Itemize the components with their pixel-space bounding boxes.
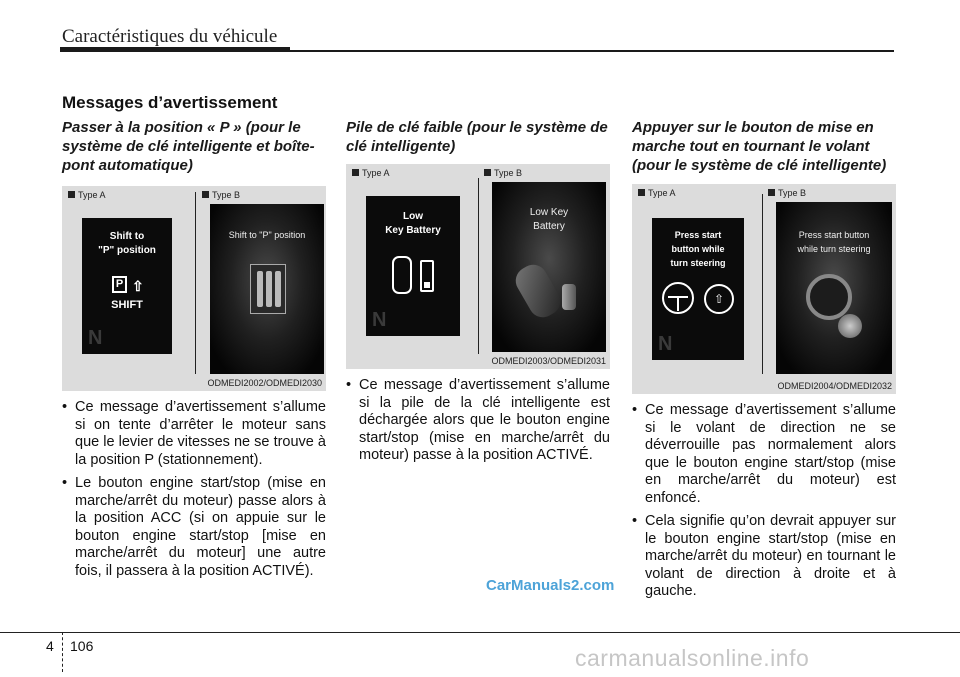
park-indicator-icon: P — [112, 276, 127, 293]
column-press-start-while-turning — [632, 118, 896, 607]
figure-divider — [762, 194, 763, 374]
cluster-display-type-a — [82, 218, 172, 354]
display-line-1: Press start button — [798, 230, 870, 240]
bullet-item: • Le bouton engine start/stop (mise en marche/arrêt du moteur) passe alors à la position ACC (si on appuie sur le bouton engine start/stop [mise en marche/arrêt du moteur] une autre fois, il passera à la position ACTIVÉ). — [62, 475, 326, 580]
square-bullet-icon — [484, 169, 491, 176]
start-button-icon: ⇧ — [704, 284, 734, 314]
watermark-link[interactable]: CarManuals2.com — [486, 577, 615, 594]
square-bullet-icon — [68, 191, 75, 198]
section-title: Messages d’avertissement — [62, 93, 278, 112]
footer-dashed-divider — [62, 632, 63, 672]
figure-label-type-a: Type A — [68, 190, 106, 200]
footer-rule — [0, 632, 960, 633]
cluster-display-type-b — [776, 202, 892, 374]
figure-caption: ODMEDI2004/ODMEDI2032 — [777, 381, 892, 391]
page-number: 106 — [70, 638, 94, 654]
column-shift-to-p — [62, 118, 326, 586]
square-bullet-icon — [638, 189, 645, 196]
footer-site-watermark: carmanualsonline.info — [575, 645, 810, 671]
bullet-item: • Ce message d’avertissement s’allume si la pile de la clé intelligente est déchargée alors que le bouton engine start/stop (mise en marche/arrêt du moteur) passe à la position ACTIVÉ. — [346, 377, 610, 465]
cluster-display-type-a — [366, 196, 460, 336]
header-rule-thick — [60, 47, 290, 52]
cluster-display-type-a — [652, 218, 744, 360]
figure-divider — [478, 178, 479, 354]
bullet-list — [62, 399, 326, 580]
display-line-2: "P" position — [98, 245, 156, 256]
square-bullet-icon — [202, 191, 209, 198]
square-bullet-icon — [768, 189, 775, 196]
square-bullet-icon — [352, 169, 359, 176]
figure-label-type-a: Type A — [352, 168, 390, 178]
display-line-2: Battery — [533, 221, 565, 232]
steering-wheel-icon — [806, 274, 852, 320]
figure-press-start-while-turning — [632, 184, 896, 394]
bullet-item: • Ce message d’avertissement s’allume si on tente d’arrêter le moteur sans que le levier de vitesses ne se trouve à la position P (stationnement). — [62, 399, 326, 469]
subheading: Passer à la position « P » (pour le système de clé intelligente et boîte-pont automatique) — [62, 119, 315, 174]
cluster-display-type-b — [210, 204, 324, 374]
figure-caption: ODMEDI2002/ODMEDI2030 — [207, 378, 322, 388]
display-line-1: Low — [403, 211, 423, 222]
cluster-display-type-b — [492, 182, 606, 352]
column-low-key-battery — [346, 118, 610, 471]
shift-lever-gate-icon — [250, 264, 286, 314]
subheading: Pile de clé faible (pour le système de clé intelligente) — [346, 119, 608, 155]
figure-caption: ODMEDI2003/ODMEDI2031 — [491, 356, 606, 366]
battery-icon — [420, 260, 434, 292]
display-line-2: button while — [671, 244, 725, 254]
display-line-1: Press start — [674, 230, 722, 240]
figure-divider — [195, 192, 196, 374]
figure-shift-to-p — [62, 186, 326, 391]
display-line-1: Shift to — [109, 231, 145, 242]
bullet-item: • Ce message d’avertissement s’allume si le volant de direction ne se déverrouille pas normalement alors que le bouton engine start/stop (mise en marche/arrêt du moteur) est enfoncé. — [632, 402, 896, 507]
arrow-up-icon: ⇧ — [132, 278, 144, 294]
header-rule-thin — [290, 50, 894, 52]
chapter-number: 4 — [46, 638, 54, 654]
bullet-item: • Cela signifie qu’on devrait appuyer sur le bouton engine start/stop (mise en marche/arrêt du moteur) en tournant le volant de direction à droite et à gauche. — [632, 513, 896, 601]
subheading: Appuyer sur le bouton de mise en marche tout en tournant le volant (pour le système de clé intelligente) — [632, 119, 887, 174]
bullet-list — [346, 377, 610, 465]
display-line-1: Low Key — [529, 207, 569, 218]
header-title: Caractéristiques du véhicule — [62, 26, 278, 47]
display-line-2: Key Battery — [385, 225, 441, 236]
smart-key-icon — [511, 260, 566, 323]
figure-label-type-b: Type B — [202, 190, 240, 200]
gear-indicator: N — [658, 333, 673, 355]
steering-wheel-icon — [662, 282, 694, 314]
display-text: Shift to "P" position — [228, 230, 306, 240]
figure-low-key-battery — [346, 164, 610, 369]
figure-label-type-b: Type B — [768, 188, 806, 198]
display-line-3: turn steering — [670, 258, 726, 268]
bullet-list — [632, 402, 896, 601]
figure-label-type-b: Type B — [484, 168, 522, 178]
display-line-2: while turn steering — [797, 244, 871, 254]
smart-key-icon — [392, 256, 412, 294]
shift-label: SHIFT — [111, 299, 143, 311]
battery-icon — [562, 284, 576, 310]
figure-label-type-a: Type A — [638, 188, 676, 198]
gear-indicator: N — [372, 309, 387, 331]
gear-indicator: N — [88, 327, 103, 349]
start-button-icon — [838, 314, 862, 338]
